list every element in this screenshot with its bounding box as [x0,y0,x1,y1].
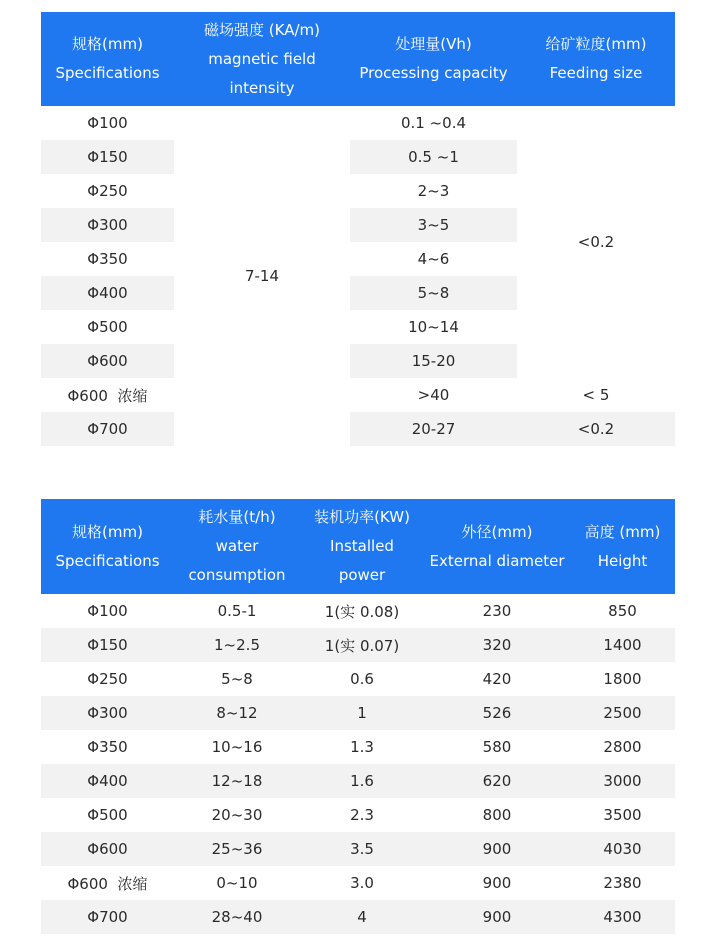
table-row [41,378,675,412]
external-diameter-cell: 900 [424,832,570,866]
spec-cell: Φ600 [41,344,174,378]
spec-cell: Φ100 [41,594,174,628]
table-row [41,798,675,832]
spec-cell: Φ700 [41,900,174,934]
water-consumption-cell: 5~8 [174,662,300,696]
spec-cell: Φ350 [41,730,174,764]
spec-cell: Φ700 [41,412,174,446]
field-intensity-cell: 7-14 [174,106,350,446]
spec-cell: Φ150 [41,140,174,174]
dimensions-power-table [41,499,675,934]
water-consumption-cell: 28~40 [174,900,300,934]
spec-cell: Φ350 [41,242,174,276]
installed-power-cell: 3.5 [300,832,424,866]
header-water-consumption: 耗水量(t/h) water consumption [174,499,300,594]
header-feeding-size: 给矿粒度(mm) Feeding size [517,12,675,106]
installed-power-cell: 1(实 0.07) [300,628,424,662]
external-diameter-cell: 526 [424,696,570,730]
capacity-cell: 20-27 [350,412,517,446]
water-consumption-cell: 8~12 [174,696,300,730]
header-specifications: 规格(mm) Specifications [41,499,174,594]
installed-power-cell: 1.3 [300,730,424,764]
table-row [41,696,675,730]
spec-cell: Φ100 [41,106,174,140]
external-diameter-cell: 900 [424,900,570,934]
installed-power-cell: 0.6 [300,662,424,696]
table-row [41,412,675,446]
spec-cell: Φ400 [41,764,174,798]
header-height: 高度 (mm) Height [570,499,675,594]
capacity-cell: 3~5 [350,208,517,242]
table-row [41,106,675,140]
capacity-cell: 5~8 [350,276,517,310]
capacity-cell: 4~6 [350,242,517,276]
table-row [41,866,675,900]
installed-power-cell: 1 [300,696,424,730]
height-cell: 1400 [570,628,675,662]
external-diameter-cell: 230 [424,594,570,628]
external-diameter-cell: 620 [424,764,570,798]
header-specifications: 规格(mm) Specifications [41,12,174,106]
installed-power-cell: 1.6 [300,764,424,798]
processing-capacity-table [41,12,675,446]
height-cell: 3500 [570,798,675,832]
height-cell: 850 [570,594,675,628]
spec-cell: Φ300 [41,208,174,242]
feeding-size-cell: <0.2 [517,106,675,378]
capacity-cell: >40 [350,378,517,412]
height-cell: 4300 [570,900,675,934]
table-header-row [41,499,675,594]
spec-cell: Φ600 [41,832,174,866]
table-row [41,764,675,798]
spec-cell: Φ400 [41,276,174,310]
water-consumption-cell: 25~36 [174,832,300,866]
water-consumption-cell: 10~16 [174,730,300,764]
capacity-cell: 2~3 [350,174,517,208]
height-cell: 4030 [570,832,675,866]
water-consumption-cell: 12~18 [174,764,300,798]
spec-cell: Φ300 [41,696,174,730]
spec-cell: Φ600 浓缩 [41,866,174,900]
spec-cell: Φ250 [41,662,174,696]
installed-power-cell: 1(实 0.08) [300,594,424,628]
external-diameter-cell: 580 [424,730,570,764]
spec-cell: Φ250 [41,174,174,208]
header-external-diameter: 外径(mm) External diameter [424,499,570,594]
installed-power-cell: 2.3 [300,798,424,832]
header-magnetic-field-intensity: 磁场强度 (KA/m) magnetic field intensity [174,12,350,106]
feeding-size-cell: < 5 [517,378,675,412]
external-diameter-cell: 900 [424,866,570,900]
table-row [41,832,675,866]
feeding-size-cell: <0.2 [517,412,675,446]
water-consumption-cell: 0~10 [174,866,300,900]
dimensions-table-body [41,594,675,934]
table-row [41,730,675,764]
spec-cell: Φ500 [41,310,174,344]
spec-cell: Φ150 [41,628,174,662]
table-header-row [41,12,675,106]
table-row [41,594,675,628]
installed-power-cell: 3.0 [300,866,424,900]
height-cell: 2800 [570,730,675,764]
table-row [41,662,675,696]
capacity-cell: 0.1 ~0.4 [350,106,517,140]
height-cell: 2380 [570,866,675,900]
water-consumption-cell: 0.5-1 [174,594,300,628]
header-installed-power: 装机功率(KW) Installed power [300,499,424,594]
capacity-cell: 0.5 ~1 [350,140,517,174]
water-consumption-cell: 1~2.5 [174,628,300,662]
capacity-cell: 15-20 [350,344,517,378]
height-cell: 1800 [570,662,675,696]
spec-cell: Φ500 [41,798,174,832]
installed-power-cell: 4 [300,900,424,934]
height-cell: 3000 [570,764,675,798]
external-diameter-cell: 320 [424,628,570,662]
external-diameter-cell: 800 [424,798,570,832]
water-consumption-cell: 20~30 [174,798,300,832]
external-diameter-cell: 420 [424,662,570,696]
height-cell: 2500 [570,696,675,730]
table-row [41,900,675,934]
header-processing-capacity: 处理量(Vh) Processing capacity [350,12,517,106]
table-row [41,628,675,662]
capacity-cell: 10~14 [350,310,517,344]
spec-cell: Φ600 浓缩 [41,378,174,412]
